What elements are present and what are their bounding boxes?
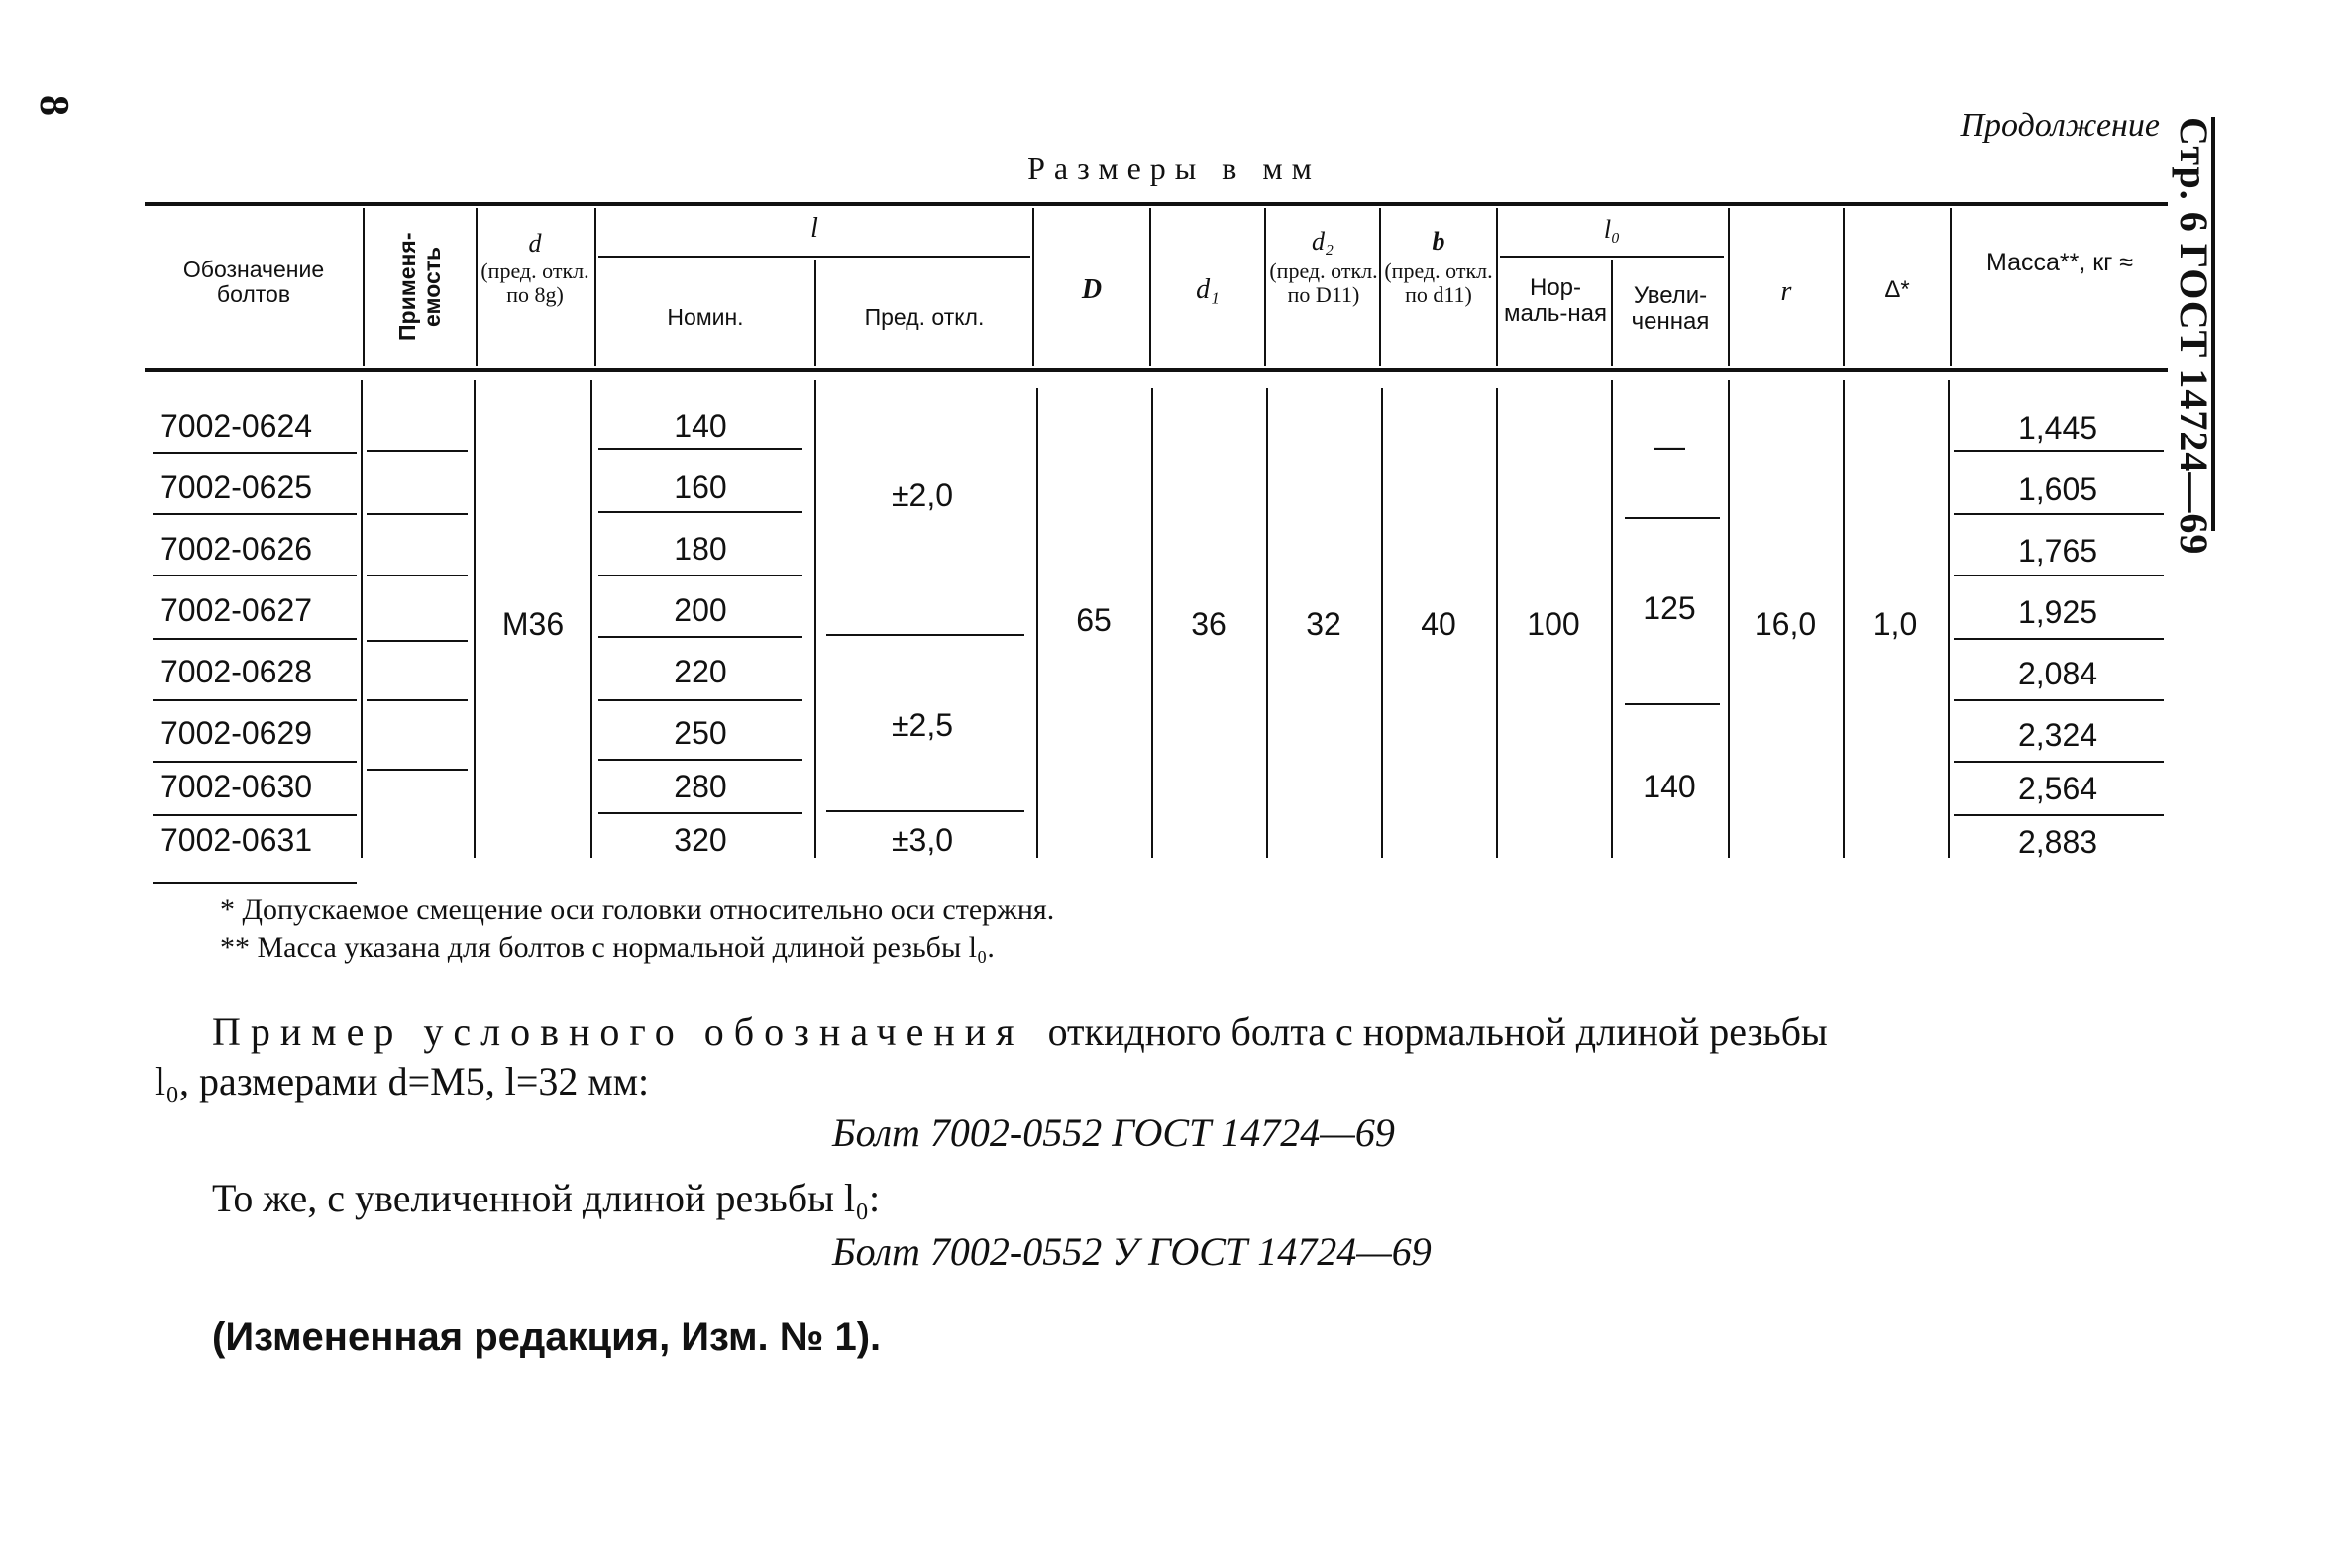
value-r: 16,0	[1754, 606, 1817, 642]
l-group-rule	[598, 256, 1030, 258]
hdr-l0-symbol: l₀	[1603, 215, 1621, 244]
hdr-sep	[1843, 208, 1845, 366]
row-rule	[598, 759, 802, 761]
designation-example-1: Болт 7002-0552 ГОСТ 14724—69	[832, 1110, 1395, 1155]
hdr-l-nominal: Номин.	[667, 304, 744, 330]
l0-group-rule	[1500, 256, 1724, 258]
value-l0-dash: —	[1654, 428, 1685, 464]
row-code: 7002-0625	[160, 470, 313, 505]
hdr-sep	[476, 208, 478, 366]
hdr-sep	[1149, 208, 1151, 366]
row-mass: 2,324	[2017, 717, 2098, 753]
row-rule	[598, 575, 802, 576]
row-mass: 1,605	[2017, 471, 2098, 507]
row-code: 7002-0627	[160, 592, 313, 628]
body-sep	[361, 380, 363, 858]
row-rule	[153, 814, 357, 816]
row-rule	[153, 882, 357, 884]
row-rule	[1954, 761, 2164, 763]
row-rule	[367, 699, 468, 701]
units-caption: Размеры в мм	[1027, 151, 1321, 186]
row-rule	[826, 634, 1024, 636]
row-mass: 1,445	[2017, 410, 2098, 446]
side-stamp: Стр. 6 ГОСТ 14724—69	[2172, 117, 2216, 556]
hdr-b-symbol: b	[1432, 227, 1445, 256]
row-rule	[1954, 638, 2164, 640]
hdr-b-note: (пред. откл. по d11)	[1384, 259, 1493, 307]
hdr-l0-increased: Увели-ченная	[1631, 282, 1710, 335]
value-d1: 36	[1191, 606, 1227, 642]
value-l0-inc-140: 140	[1643, 769, 1696, 804]
tolerance-3-0: ±3,0	[891, 822, 954, 858]
row-rule	[1954, 699, 2164, 701]
row-rule	[598, 636, 802, 638]
value-l0-inc-125: 125	[1643, 590, 1696, 626]
header-bottom-rule	[145, 368, 2168, 372]
row-code: 7002-0626	[160, 531, 313, 567]
row-code: 7002-0629	[160, 715, 313, 751]
row-code: 7002-0630	[160, 769, 313, 804]
row-rule	[153, 513, 357, 515]
row-rule	[1954, 450, 2164, 452]
hdr-d-symbol: d	[528, 229, 542, 258]
continuation-label: Продолжение	[1960, 107, 2160, 144]
value-d2: 32	[1306, 606, 1341, 642]
hdr-l-tolerance: Пред. откл.	[864, 304, 985, 330]
row-rule	[367, 575, 468, 576]
row-rule	[598, 511, 802, 513]
row-rule	[826, 810, 1024, 812]
row-rule	[1954, 513, 2164, 515]
hdr-sep	[1611, 260, 1613, 366]
table-top-rule	[145, 202, 2168, 206]
row-l-nominal: 320	[674, 822, 727, 858]
row-rule	[367, 640, 468, 642]
footnote-1: * Допускаемое смещение оси головки относительно оси стержня.	[220, 893, 1055, 926]
row-l-nominal: 250	[674, 715, 727, 751]
hdr-d-note: (пред. откл. по 8g)	[480, 259, 589, 307]
row-rule	[367, 450, 468, 452]
thread-d: M36	[501, 606, 565, 642]
hdr-d2-symbol: d₂	[1311, 227, 1334, 256]
hdr-d1: d₁	[1196, 274, 1220, 305]
page-number: 8	[31, 95, 76, 116]
hdr-sep	[594, 208, 596, 366]
hdr-sep	[363, 208, 365, 366]
hdr-applicability: Применя-емость	[394, 232, 445, 341]
amendment-note: (Измененная редакция, Изм. № 1).	[212, 1315, 882, 1359]
row-rule	[1625, 517, 1720, 519]
body-sep	[474, 380, 476, 858]
row-mass: 2,084	[2017, 656, 2098, 691]
hdr-sep	[1379, 208, 1381, 366]
row-l-nominal: 280	[674, 769, 727, 804]
tolerance-2-5: ±2,5	[891, 707, 954, 743]
row-l-nominal: 200	[674, 592, 727, 628]
row-l-nominal: 140	[674, 408, 727, 444]
same-with-increased: То же, с увеличенной длиной резьбы l₀:	[212, 1176, 881, 1220]
example-line-1-rest: откидного болта с нормальной длиной резьбы	[1047, 1009, 1828, 1054]
row-rule	[153, 452, 357, 454]
designation-example-2: Болт 7002-0552 У ГОСТ 14724—69	[832, 1229, 1432, 1274]
row-rule	[1625, 703, 1720, 705]
row-rule	[367, 513, 468, 515]
row-mass: 2,883	[2017, 824, 2098, 860]
row-l-nominal: 220	[674, 654, 727, 689]
row-rule	[598, 812, 802, 814]
value-delta: 1,0	[1872, 606, 1918, 642]
hdr-sep	[1950, 208, 1952, 366]
hdr-sep	[1032, 208, 1034, 366]
hdr-r: r	[1780, 276, 1792, 307]
row-mass: 1,765	[2017, 533, 2098, 569]
row-code: 7002-0631	[160, 822, 313, 858]
hdr-delta: Δ*	[1884, 276, 1910, 303]
row-l-nominal: 180	[674, 531, 727, 567]
hdr-mass: Масса**, кг ≈	[1986, 249, 2133, 276]
hdr-sep	[1728, 208, 1730, 366]
row-rule	[1954, 575, 2164, 576]
row-rule	[367, 769, 468, 771]
row-rule	[1954, 814, 2164, 816]
hdr-designation: Обозначение болтов	[182, 257, 325, 307]
hdr-applicability-cell	[369, 210, 472, 363]
hdr-d2-note: (пред. откл. по D11)	[1269, 259, 1378, 307]
row-rule	[153, 575, 357, 576]
body-sep	[590, 380, 592, 858]
value-D: 65	[1076, 602, 1112, 638]
tolerance-2-0: ±2,0	[891, 477, 954, 513]
row-l-nominal: 160	[674, 470, 727, 505]
row-rule	[153, 761, 357, 763]
value-b: 40	[1421, 606, 1456, 642]
hdr-sep	[1264, 208, 1266, 366]
row-code: 7002-0624	[160, 408, 313, 444]
footnote-2: ** Масса указана для болтов с нормальной длиной резьбы l₀.	[220, 931, 995, 964]
hdr-l-symbol: l	[810, 213, 818, 244]
example-spaced-lead: Пример условного обозначения	[212, 1009, 1024, 1054]
row-code: 7002-0628	[160, 654, 313, 689]
example-line-1	[212, 1008, 2154, 1055]
value-l0-normal: 100	[1527, 606, 1580, 642]
row-rule	[153, 699, 357, 701]
hdr-l0-normal: Нор-маль-ная	[1504, 274, 1607, 327]
row-rule	[153, 638, 357, 640]
example-line-2: l₀, размерами d=M5, l=32 мм:	[155, 1059, 650, 1103]
row-rule	[598, 448, 802, 450]
hdr-D: D	[1081, 274, 1103, 305]
hdr-sep	[1496, 208, 1498, 366]
row-rule	[598, 699, 802, 701]
body-sep	[814, 380, 816, 858]
hdr-sep	[814, 260, 816, 366]
row-mass: 2,564	[2017, 771, 2098, 806]
row-mass: 1,925	[2017, 594, 2098, 630]
